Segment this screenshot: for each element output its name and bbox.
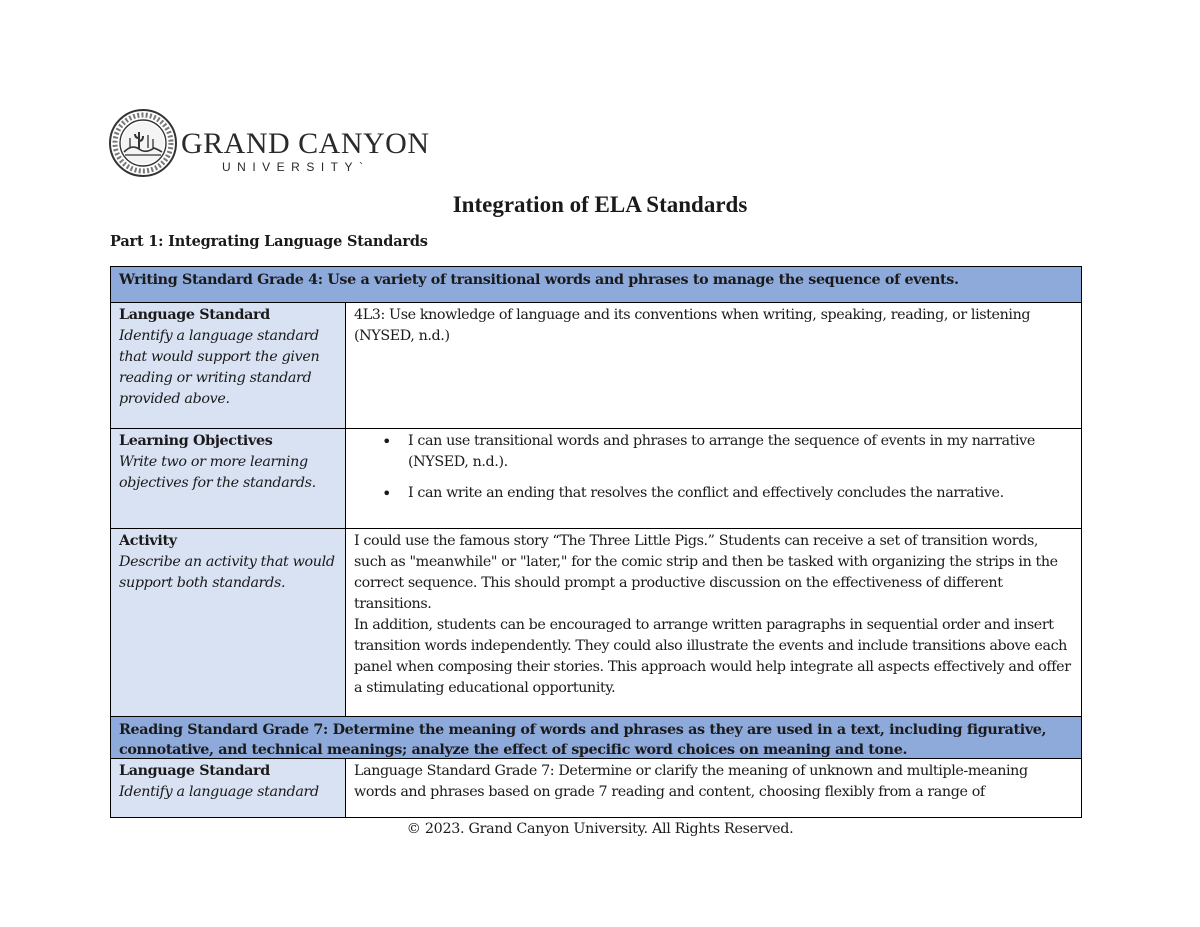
university-logo <box>108 108 430 180</box>
row-content-cell <box>346 303 1081 428</box>
list-item: • I can write an ending that resolves the conflict and effectively concludes the narrative. <box>354 483 1073 504</box>
row-label-cell <box>111 759 346 818</box>
row-label-cell <box>111 303 346 428</box>
row-label: Language Standard <box>119 763 270 779</box>
row-label-cell <box>111 429 346 528</box>
row-hint: Write two or more learning objectives for the standards. <box>119 454 316 491</box>
table-row <box>111 303 1081 429</box>
language-standard-text: Language Standard Grade 7: Determine or clarify the meaning of unknown and multiple-meaning words and phrases based on grade 7 reading and content, choosing flexibly from a range of <box>354 763 1028 800</box>
activity-paragraph: In addition, students can be encouraged to arrange written paragraphs in sequential order and insert transition words independently. They could also illustrate the events and include transitions above each panel when composing their stories. This approach would help integrate all aspects effectively and offer a stimulating educational opportunity. <box>354 617 1071 696</box>
list-item: • I can use transitional words and phrases to arrange the sequence of events in my narrative (NYSED, n.d.). <box>354 431 1073 473</box>
copyright-footer: © 2023. Grand Canyon University. All Rights Reserved. <box>406 821 794 837</box>
table-row <box>111 429 1081 529</box>
university-seal-icon <box>108 108 178 178</box>
table-row <box>111 529 1081 717</box>
logo-wordmark: GRAND CANYON <box>181 127 430 160</box>
row-label: Language Standard <box>119 307 270 323</box>
row-content-cell <box>346 529 1081 716</box>
part-heading: Part 1: Integrating Language Standards <box>110 233 428 250</box>
table-row <box>111 759 1081 818</box>
writing-standard-header: Writing Standard Grade 4: Use a variety of transitional words and phrases to manage the sequence of events. <box>111 267 1081 303</box>
standards-table <box>110 266 1082 818</box>
language-standard-text: 4L3: Use knowledge of language and its conventions when writing, speaking, reading, or listening (NYSED, n.d.) <box>354 307 1031 344</box>
row-hint: Identify a language standard that would support the given reading or writing standard provided above. <box>119 328 320 407</box>
reading-standard-header: Reading Standard Grade 7: Determine the meaning of words and phrases as they are used in a text, including figurative, connotative, and technical meanings; analyze the effect of specific word choices on meaning and tone. <box>111 717 1081 759</box>
row-label-cell <box>111 529 346 716</box>
row-hint: Identify a language standard <box>119 784 319 800</box>
row-content-cell <box>346 759 1081 818</box>
logo-subtitle: UNIVERSITY` <box>222 160 370 174</box>
row-content-cell <box>346 429 1081 528</box>
document-title: Integration of ELA Standards <box>452 192 748 217</box>
objectives-list <box>354 431 1073 504</box>
row-hint: Describe an activity that would support both standards. <box>119 554 335 591</box>
row-label: Learning Objectives <box>119 433 273 449</box>
activity-paragraph: I could use the famous story “The Three Little Pigs.” Students can receive a set of transition words, such as "meanwhile" or "later," for the comic strip and then be tasked with organizing the strips in the correct sequence. This should prompt a productive discussion on the effectiveness of different transitions. <box>354 533 1058 612</box>
row-label: Activity <box>119 533 177 549</box>
